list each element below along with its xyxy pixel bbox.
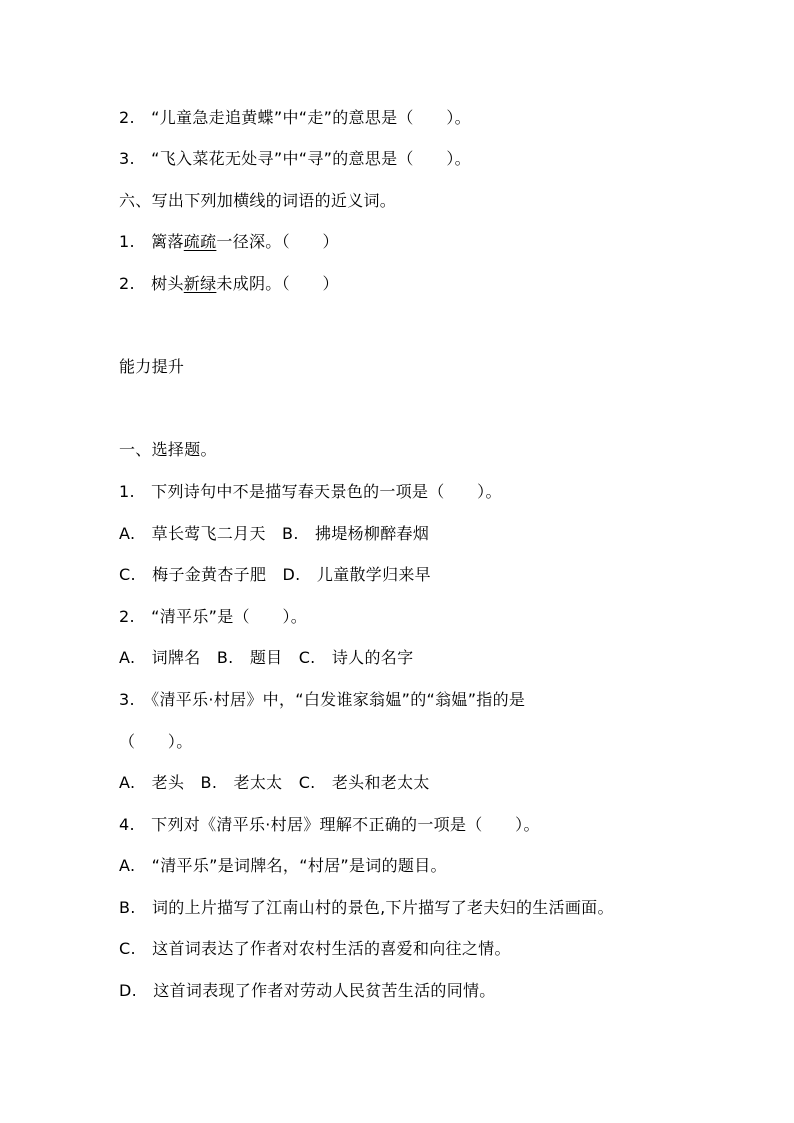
option-line: B. 词的上片描写了江南山村的景色,下片描写了老夫妇的生活画面。 (119, 898, 614, 917)
question-text: 一径深。（ ） (216, 232, 339, 251)
option-line: A. 词牌名 B. 题目 C. 诗人的名字 (119, 648, 414, 667)
question-line: 3. 《清平乐·村居》中，“白发谁家翁媪”的“翁媪”指的是 (119, 690, 526, 709)
section-title: 能力提升 (119, 357, 185, 376)
underlined-word: 疏疏 (183, 232, 217, 251)
question-text: 1. 篱落 (119, 232, 184, 251)
question-line: 2. “儿童急走追黄蝶”中“走”的意思是（ ）。 (119, 108, 471, 127)
option-line: D. 这首词表现了作者对劳动人民贫苦生活的同情。 (119, 981, 496, 1000)
section-heading: 六、写出下列加横线的词语的近义词。 (119, 191, 397, 210)
question-line: 3. “飞入菜花无处寻”中“寻”的意思是（ ）。 (119, 149, 471, 168)
option-line: A. “清平乐”是词牌名，“村居”是词的题目。 (119, 856, 447, 875)
option-line: C. 梅子金黄杏子肥 D. 儿童散学归来早 (119, 565, 431, 584)
question-line: 2. “清平乐”是（ ）。 (119, 607, 308, 626)
section-heading: 一、选择题。 (119, 440, 217, 459)
question-line (119, 232, 339, 252)
question-line (119, 274, 339, 294)
option-line: C. 这首词表达了作者对农村生活的喜爱和向往之情。 (119, 939, 511, 958)
option-line: A. 草长莺飞二月天 B. 拂堤杨柳醉春烟 (119, 524, 430, 543)
underlined-word: 新绿 (183, 274, 217, 293)
question-line: 1. 下列诗句中不是描写春天景色的一项是（ ）。 (119, 482, 502, 501)
question-text: 未成阴。（ ） (216, 274, 339, 293)
question-line: （ ）。 (119, 732, 193, 751)
option-line: A. 老头 B. 老太太 C. 老头和老太太 (119, 773, 430, 792)
question-line: 4. 下列对《清平乐·村居》理解不正确的一项是（ ）。 (119, 815, 540, 834)
question-text: 2. 树头 (119, 274, 184, 293)
